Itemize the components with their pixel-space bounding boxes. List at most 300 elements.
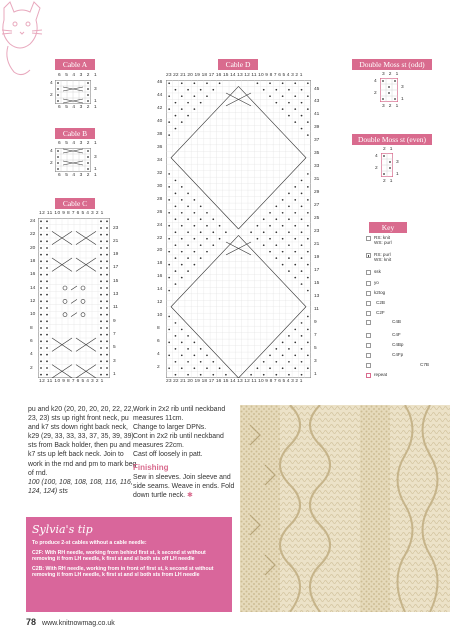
purl-dot	[181, 199, 183, 201]
footer-url[interactable]: www.knitnowmag.co.uk	[42, 620, 115, 627]
c4f-icon	[366, 333, 371, 338]
purl-dot	[194, 264, 196, 266]
cable-d-row-11: 11	[314, 306, 319, 312]
cable-c-title: Cable C	[55, 198, 95, 209]
purl-dot	[168, 225, 170, 227]
double-moss-even-col-numbers: 2 1	[383, 147, 394, 152]
purl-dot	[194, 225, 196, 227]
purl-dot	[100, 367, 102, 369]
col1-stitch-count: 100 (100, 108, 108, 108, 116, 116, 124, 124) sts	[28, 478, 133, 495]
cable-d-row-32: 32	[157, 170, 163, 176]
cable-c-row-4: 4	[30, 352, 33, 358]
purl-dot	[100, 374, 102, 376]
double-moss-even-row-1: 1	[396, 172, 399, 177]
purl-dot	[301, 218, 303, 220]
purl-dot	[168, 186, 170, 188]
cable-b-chart	[55, 148, 91, 172]
purl-dot	[46, 240, 48, 242]
purl-dot	[40, 360, 42, 362]
purl-dot	[288, 231, 290, 233]
cable-d-row-26: 26	[157, 209, 163, 215]
purl-dot	[301, 193, 303, 195]
cable-d-row-4: 4	[157, 352, 160, 358]
purl-dot	[257, 238, 259, 240]
cable-d-row-40: 40	[157, 118, 163, 124]
purl-dot	[206, 238, 208, 240]
purl-dot	[187, 89, 189, 91]
cable-c-row-23: 23	[113, 225, 119, 231]
purl-dot	[294, 354, 296, 356]
cable-d-row-42: 42	[157, 105, 163, 111]
purl-dot	[106, 227, 108, 229]
key-label: ssk	[374, 269, 381, 274]
sweater-photo	[240, 405, 450, 612]
purl-dot	[200, 205, 202, 207]
purl-dot	[100, 314, 102, 316]
col1-paragraph: pu and k20 (20, 20, 20, 20, 22, 22, 23, 23) sts up right front neck, pu and k7 sts down right back neck, k29 (29, 33, 33, 33, 37, 35, 39, 39) sts from Back holder, then pu and k7 sts up left back neck. Join to work in the rnd and pm to mark beg of rnd.	[28, 406, 137, 477]
cable-c-row-5: 5	[113, 345, 116, 351]
double-moss-odd-col-numbers: 3 2 1	[382, 72, 400, 77]
purl-dot	[307, 367, 309, 369]
purl-dot	[168, 342, 170, 344]
purl-dot	[181, 342, 183, 344]
purl-dot	[106, 334, 108, 336]
purl-dot	[100, 307, 102, 309]
cable-d-row-16: 16	[157, 274, 163, 280]
purl-dot	[181, 186, 183, 188]
purl-dot	[301, 322, 303, 324]
purl-dot	[282, 82, 284, 84]
purl-dot	[46, 260, 48, 262]
purl-dot	[168, 108, 170, 110]
purl-dot	[46, 367, 48, 369]
purl-dot	[181, 225, 183, 227]
cable-d-row-24: 24	[157, 222, 163, 228]
cable-a-title: Cable A	[55, 59, 95, 70]
purl-dot	[307, 82, 309, 84]
purl-dot	[269, 354, 271, 356]
purl-dot	[106, 280, 108, 282]
cable-d-row-31: 31	[314, 177, 320, 183]
purl-dot	[288, 270, 290, 272]
cable-d-row-27: 27	[314, 203, 320, 209]
purl-dot	[40, 347, 42, 349]
purl-dot	[100, 287, 102, 289]
purl-dot	[301, 231, 303, 233]
cable-c-row-3: 3	[113, 358, 116, 364]
key-label: yo	[374, 280, 379, 285]
purl-dot	[269, 95, 271, 97]
key-label: repeat	[374, 372, 388, 377]
purl-dot	[181, 108, 183, 110]
tip-title: Sylvia's tip	[32, 523, 93, 536]
purl-dot	[46, 287, 48, 289]
purl-dot	[294, 108, 296, 110]
purl-dot	[275, 89, 277, 91]
purl-dot	[181, 329, 183, 331]
cable-c-row-24: 24	[30, 219, 36, 224]
cable-d-row-46: 46	[157, 80, 163, 85]
cable-d-row-36: 36	[157, 144, 163, 150]
cable-d-row-22: 22	[157, 235, 163, 241]
purl-dot	[181, 95, 183, 97]
purl-dot	[40, 320, 42, 322]
purl-dot	[106, 374, 108, 376]
cable-c-row-12: 12	[30, 298, 36, 304]
col2-paragraph-3: Cont in 2x2 rib until neckband measures 22cm.	[133, 433, 224, 450]
purl-dot	[106, 307, 108, 309]
purl-dot	[46, 334, 48, 336]
purl-dot	[100, 334, 102, 336]
purl-dot	[269, 225, 271, 227]
purl-dot	[175, 361, 177, 363]
cable-d-row-13: 13	[314, 293, 320, 299]
purl-dot	[194, 199, 196, 201]
purl-dot	[175, 322, 177, 324]
purl-dot	[168, 251, 170, 253]
purl-dot	[175, 218, 177, 220]
cable-a-row-2: 2	[50, 93, 53, 98]
purl-dot	[269, 82, 271, 84]
purl-dot	[40, 340, 42, 342]
cable-c-row-7: 7	[113, 332, 116, 338]
purl-dot	[288, 115, 290, 117]
page-number: 78	[26, 617, 37, 627]
purl-dot	[282, 264, 284, 266]
cable-c-row-6: 6	[30, 338, 33, 344]
cable-a-col-numbers: 6 5 4 3 2 1	[58, 73, 99, 78]
purl-dot	[288, 218, 290, 220]
purl-dot	[288, 335, 290, 337]
purl-dot	[288, 205, 290, 207]
cable-c-col-numbers-bottom: 12 11 10 9 8 7 6 5 4 3 2 1	[39, 379, 104, 384]
purl-dot	[212, 361, 214, 363]
purl-dot	[40, 247, 42, 249]
purl-dot	[206, 212, 208, 214]
purl-dot	[269, 238, 271, 240]
purl-dot	[100, 220, 102, 222]
c4fp-icon	[366, 353, 371, 358]
purl-dot	[181, 367, 183, 369]
purl-dot	[307, 95, 309, 97]
purl-dot	[294, 82, 296, 84]
purl-dot	[46, 340, 48, 342]
purl-dot	[294, 264, 296, 266]
yo-circle-icon	[366, 281, 371, 286]
purl-dot	[200, 361, 202, 363]
purl-dot	[46, 267, 48, 269]
cable-d-row-8: 8	[157, 326, 160, 332]
tip-paragraph-3: C2B: With RH needle, working from in front of first st, k second st without removing it from LH needle, k first st and sl both sts from LH needle	[32, 565, 214, 579]
purl-dot	[275, 374, 277, 376]
purl-dot	[100, 254, 102, 256]
purl-dot	[301, 270, 303, 272]
purl-dot	[301, 128, 303, 130]
purl-dot	[307, 134, 309, 136]
key-label: C4Bp	[392, 342, 404, 347]
cable-d-row-37: 37	[314, 138, 320, 144]
purl-dot	[46, 307, 48, 309]
purl-dot	[301, 180, 303, 182]
finishing-paragraph: Sew in sleeves. Join sleeve and side seams. Weave in ends. Fold down turtle neck.	[133, 473, 235, 499]
purl-dot	[40, 280, 42, 282]
purl-dot	[187, 218, 189, 220]
purl-dot	[40, 374, 42, 376]
col2-paragraph-1: Work in 2x2 rib until neckband measures 11cm.	[133, 406, 226, 423]
purl-dot	[175, 283, 177, 285]
purl-dot	[168, 134, 170, 136]
purl-dot	[219, 367, 221, 369]
purl-dot	[269, 212, 271, 214]
purl-dot	[46, 227, 48, 229]
purl-dot	[187, 348, 189, 350]
purl-dot	[206, 82, 208, 84]
purl-dot	[175, 348, 177, 350]
cable-c-row-22: 22	[30, 232, 36, 238]
cable-d-row-14: 14	[157, 287, 163, 293]
purl-dot	[301, 257, 303, 259]
purl-dot	[181, 121, 183, 123]
purl-dot	[187, 231, 189, 233]
purl-dot	[168, 277, 170, 279]
purl-dot	[181, 264, 183, 266]
purl-dot	[168, 290, 170, 292]
purl-dot	[301, 374, 303, 376]
purl-dot	[194, 367, 196, 369]
tip-paragraph-2: C2F: With RH needle, working from behind first st, k second st without removing it from LH needle, k first st and sl both sts off LH needle	[32, 549, 206, 563]
purl-dot	[106, 320, 108, 322]
cable-d-row-1: 1	[314, 371, 317, 377]
purl-dot	[194, 108, 196, 110]
c2f-icon	[366, 311, 371, 316]
purl-dot	[40, 367, 42, 369]
key-label: C7B	[420, 362, 429, 367]
purl-dot	[282, 212, 284, 214]
purl-dot	[282, 342, 284, 344]
purl-dot	[168, 199, 170, 201]
key-label: C4F	[392, 332, 401, 337]
purl-dot	[250, 374, 252, 376]
purl-dot	[40, 334, 42, 336]
purl-dot	[307, 277, 309, 279]
purl-dot	[288, 193, 290, 195]
purl-dot	[40, 227, 42, 229]
purl-dot	[168, 238, 170, 240]
purl-dot	[106, 274, 108, 276]
cable-c-row-21: 21	[113, 238, 119, 244]
double-moss-odd-row-3: 3	[401, 85, 404, 90]
purl-dot	[307, 251, 309, 253]
purl-dot	[294, 367, 296, 369]
purl-dot	[194, 212, 196, 214]
dot-square-icon	[366, 253, 371, 258]
purl-dot	[275, 102, 277, 104]
purl-dot	[200, 231, 202, 233]
purl-dot	[175, 270, 177, 272]
c2b-icon	[366, 301, 371, 306]
cable-d-row-21: 21	[314, 242, 320, 248]
cable-d-row-17: 17	[314, 267, 320, 273]
cable-d-row-15: 15	[314, 280, 320, 286]
purl-dot	[294, 199, 296, 201]
cable-b-col-numbers-bottom: 6 5 4 3 2 1	[58, 173, 99, 178]
purl-dot	[250, 231, 252, 233]
purl-dot	[100, 247, 102, 249]
purl-dot	[168, 173, 170, 175]
purl-dot	[212, 218, 214, 220]
purl-dot	[269, 251, 271, 253]
purl-dot	[168, 354, 170, 356]
purl-dot	[275, 231, 277, 233]
double-moss-odd-row-1: 1	[401, 97, 404, 102]
cable-b-row-1: 1	[94, 167, 97, 172]
cable-d-title: Cable D	[218, 59, 258, 70]
blank-square-icon	[366, 236, 371, 241]
purl-dot	[100, 300, 102, 302]
cable-c-col-numbers: 12 11 10 9 8 7 6 5 4 3 2 1	[39, 211, 104, 216]
purl-dot	[40, 220, 42, 222]
purl-dot	[257, 367, 259, 369]
purl-dot	[168, 367, 170, 369]
purl-dot	[206, 251, 208, 253]
purl-dot	[100, 294, 102, 296]
purl-dot	[187, 115, 189, 117]
purl-dot	[100, 234, 102, 236]
purl-dot	[181, 277, 183, 279]
purl-dot	[46, 274, 48, 276]
cable-d-row-35: 35	[314, 151, 320, 157]
purl-dot	[307, 199, 309, 201]
purl-dot	[275, 348, 277, 350]
purl-dot	[40, 240, 42, 242]
purl-dot	[106, 234, 108, 236]
purl-dot	[307, 108, 309, 110]
cable-d-row-45: 45	[314, 86, 320, 92]
purl-dot	[168, 316, 170, 318]
purl-dot	[263, 231, 265, 233]
purl-dot	[200, 257, 202, 259]
purl-dot	[175, 89, 177, 91]
col2-paragraph-2: Change to larger DPNs.	[133, 424, 207, 432]
purl-dot	[294, 329, 296, 331]
cable-d-row-30: 30	[157, 183, 163, 189]
cable-d-col-numbers: 23 22 21 20 19 18 17 16 15 14 13 12 11 10 9 8 7 6 5 4 3 2 1	[166, 73, 303, 78]
purl-dot	[200, 89, 202, 91]
purl-dot	[106, 360, 108, 362]
double-moss-even-row-3: 3	[396, 160, 399, 165]
purl-dot	[168, 212, 170, 214]
purl-dot	[168, 121, 170, 123]
purl-dot	[282, 354, 284, 356]
purl-dot	[307, 238, 309, 240]
purl-dot	[307, 264, 309, 266]
purl-dot	[46, 234, 48, 236]
cable-d-row-25: 25	[314, 216, 320, 222]
c7b-icon	[366, 363, 371, 368]
purl-dot	[40, 307, 42, 309]
cable-b-row-4: 4	[50, 149, 53, 154]
purl-dot	[175, 193, 177, 195]
cable-b-title: Cable B	[55, 128, 95, 139]
purl-dot	[46, 220, 48, 222]
purl-dot	[40, 254, 42, 256]
purl-dot	[219, 82, 221, 84]
purl-dot	[187, 193, 189, 195]
purl-dot	[294, 121, 296, 123]
purl-dot	[301, 335, 303, 337]
purl-dot	[288, 89, 290, 91]
cable-d-row-23: 23	[314, 229, 320, 235]
purl-dot	[40, 267, 42, 269]
purl-dot	[294, 225, 296, 227]
key-label: k2tog	[374, 290, 386, 295]
purl-dot	[46, 294, 48, 296]
cable-d-row-9: 9	[314, 319, 317, 325]
cable-d-row-41: 41	[314, 112, 320, 118]
purl-dot	[307, 342, 309, 344]
purl-dot	[46, 360, 48, 362]
purl-dot	[168, 82, 170, 84]
key-title: Key	[369, 222, 407, 233]
purl-dot	[282, 367, 284, 369]
purl-dot	[282, 225, 284, 227]
purl-dot	[46, 254, 48, 256]
purl-dot	[175, 231, 177, 233]
purl-dot	[200, 244, 202, 246]
cable-d-row-33: 33	[314, 164, 320, 170]
purl-dot	[206, 95, 208, 97]
double-moss-even-col-numbers-bottom: 2 1	[383, 179, 394, 184]
purl-dot	[288, 102, 290, 104]
cable-c-row-14: 14	[30, 285, 36, 291]
purl-dot	[200, 374, 202, 376]
purl-dot	[294, 186, 296, 188]
purl-dot	[225, 231, 227, 233]
cable-c-row-9: 9	[113, 318, 116, 324]
purl-dot	[100, 227, 102, 229]
purl-dot	[106, 287, 108, 289]
purl-dot	[282, 199, 284, 201]
cable-d-row-43: 43	[314, 99, 320, 105]
purl-dot	[194, 251, 196, 253]
tip-paragraph-1: To produce 2-st cables without a cable needle:	[32, 540, 147, 546]
cable-d-row-2: 2	[157, 365, 160, 371]
purl-dot	[288, 244, 290, 246]
cable-d-row-5: 5	[314, 345, 317, 351]
purl-dot	[301, 89, 303, 91]
double-moss-even-title: Double Moss st (even)	[352, 134, 432, 145]
purl-dot	[181, 82, 183, 84]
double-moss-odd-chart	[380, 78, 398, 102]
cable-c-row-11: 11	[113, 305, 118, 311]
purl-dot	[40, 300, 42, 302]
cable-c-row-19: 19	[113, 252, 119, 258]
cable-b-row-2: 2	[50, 161, 53, 166]
cat-logo-icon	[0, 0, 48, 82]
purl-dot	[294, 95, 296, 97]
purl-dot	[307, 121, 309, 123]
purl-dot	[175, 180, 177, 182]
cable-c-row-2: 2	[30, 365, 33, 371]
purl-dot	[263, 218, 265, 220]
end-mark-icon: ✱	[187, 491, 193, 499]
purl-dot	[46, 314, 48, 316]
purl-dot	[212, 89, 214, 91]
purl-dot	[106, 294, 108, 296]
double-moss-even-row-4: 4	[375, 154, 378, 159]
cable-a-chart	[55, 80, 91, 104]
cable-d-row-3: 3	[314, 358, 317, 364]
